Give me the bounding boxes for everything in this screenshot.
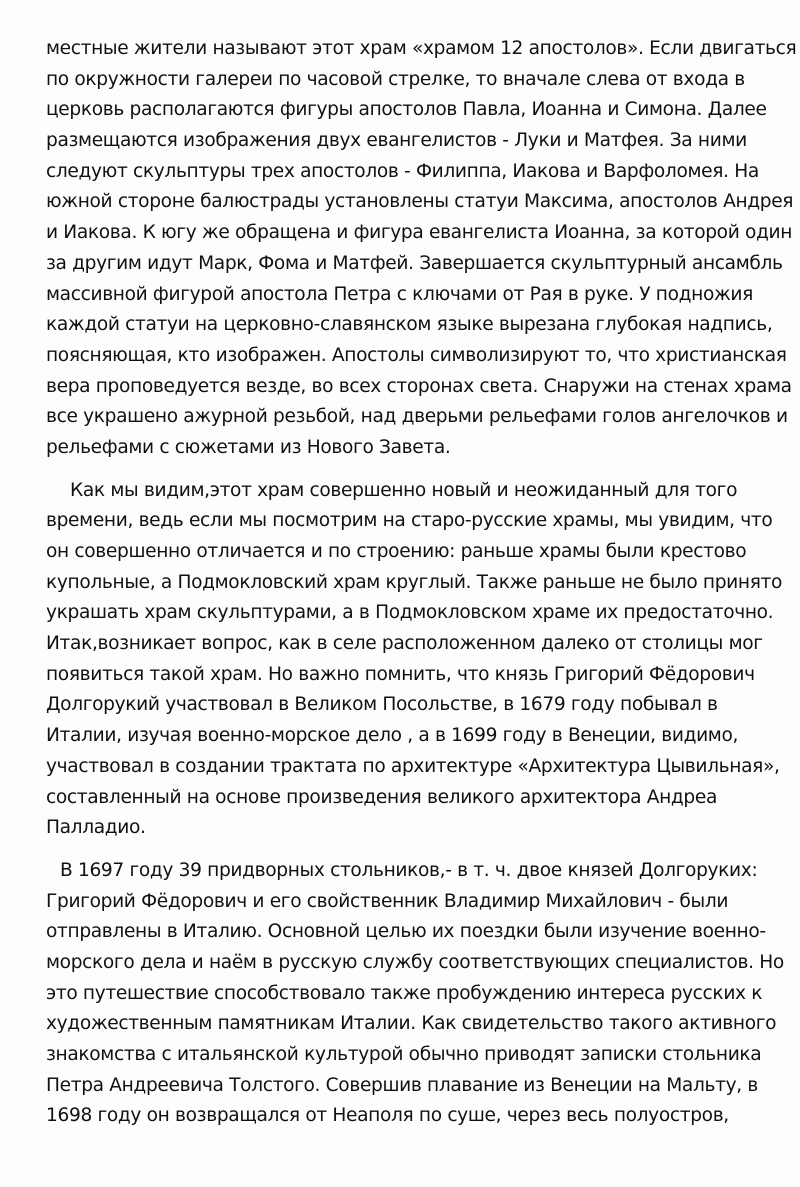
text-line: Долгорукий участвовал в Великом Посольстве, в 1679 году побывал в [46,694,718,716]
text-line: Италии, изучая военно-морское дело , а в 1699 году в Венеции, видимо, [46,725,739,747]
text-line: Григорий Фёдорович и его свойственник Владимир Михайлович - были [46,890,729,912]
text-line: массивной фигурой апостола Петра с ключами от Рая в руке. У подножия [46,283,753,305]
text-line: южной стороне балюстрады установлены статуи Максима, апостолов Андрея [46,191,794,213]
text-line: купольные, а Подмокловский храм круглый. Также раньше не было принято [46,571,783,593]
text-line: и Иакова. К югу же обращена и фигура евангелиста Иоанна, за которой один [46,222,793,244]
text-line: Палладио. [46,817,146,839]
text-line: рельефами с сюжетами из Нового Завета. [46,436,451,458]
text-line: художественным памятникам Италии. Как свидетельство такого активного [46,1013,777,1035]
text-line: 1698 году он возвращался от Неаполя по суше, через весь полуостров, [46,1105,729,1127]
text-line: каждой статуи на церковно-славянском языке вырезана глубокая надпись, [46,314,773,336]
text-line: составленный на основе произведения великого архитектора Андреа [46,786,718,808]
text-line: он совершенно отличается и по строению: раньше храмы были крестово [46,541,747,562]
text-line: Итак,возникает вопрос, как в селе расположенном далеко от столицы мог [46,633,763,655]
text-line: следуют скульптуры трех апостолов - Филиппа, Иакова и Варфоломея. На [46,160,759,182]
text-line: церковь располагаются фигуры апостолов Павла, Иоанна и Симона. Далее [46,99,767,121]
text-line: все украшено ажурной резьбой, над дверьми рельефами голов ангелочков и [46,406,788,428]
text-line: украшать храм скульптурами, а в Подмокловском храме их предостаточно. [46,602,774,624]
text-line: В 1697 году 39 придворных стольников,- в т. ч. двое князей Долгоруких: [60,859,758,881]
text-line: местные жители называют этот храм «храмом 12 апостолов». Если двигаться [46,38,797,59]
text-line: Петра Андреевича Толстого. Совершив плавание из Венеции на Мальту, в [46,1074,758,1096]
text-line: участвовал в создании трактата по архитектуре «Архитектура Цывильная», [46,755,780,777]
text-line: времени, ведь если мы посмотрим на старо-русские храмы, мы увидим, что [46,510,773,532]
paragraph-2 [46,476,786,844]
paragraph-3 [46,856,786,1132]
text-line: размещаются изображения двух евангелистов - Луки и Матфея. За ними [46,130,747,152]
text-line: вера проповедуется везде, во всех сторонах света. Снаружи на стенах храма [46,375,792,397]
document-body [46,34,797,1132]
text-line: Как мы видим,этот храм совершенно новый и неожиданный для того [70,479,738,501]
text-line: знакомства с итальянской культурой обычно приводят записки стольника [46,1044,762,1065]
paragraph-1 [46,34,797,464]
text-line: отправлены в Италию. Основной целью их поездки были изучение военно- [46,921,766,943]
text-line: по окружности галереи по часовой стрелке, то вначале слева от входа в [46,68,745,90]
text-line: морского дела и наём в русскую службу соответствующих специалистов. Но [46,951,784,973]
text-line: за другим идут Марк, Фома и Матфей. Завершается скульптурный ансамбль [46,252,783,274]
text-line: поясняющая, кто изображен. Апостолы символизируют то, что христианская [46,344,787,366]
text-line: появиться такой храм. Но важно помнить, что князь Григорий Фёдорович [46,663,755,685]
text-line: это путешествие способствовало также пробуждению интереса русских к [46,982,763,1004]
